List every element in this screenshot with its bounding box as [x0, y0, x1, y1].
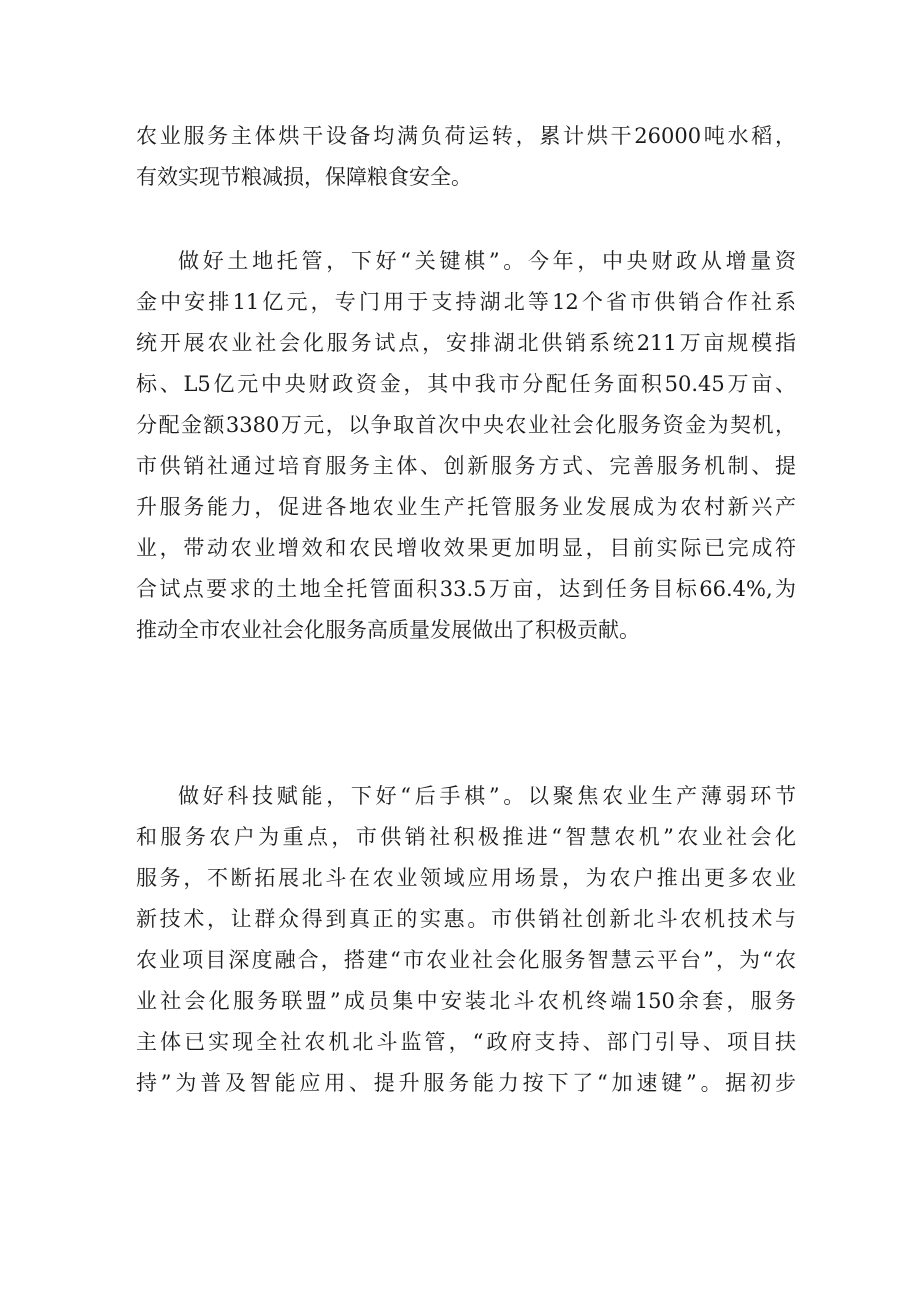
text-line: 合试点要求的土地全托管面积33.5万亩，达到任务目标66.4%,为 [136, 577, 796, 601]
text-line: 做好科技赋能，下好“后手棋”。以聚焦农业生产薄弱环节 [178, 784, 796, 808]
text-line: 主体已实现全社农机北斗监管，“政府支持、部门引导、项目扶 [136, 1030, 796, 1054]
text-line: 标、L5亿元中央财政资金，其中我市分配任务面积50.45万亩、 [136, 372, 796, 396]
text-line: 市供销社通过培育服务主体、创新服务方式、完善服务机制、提 [136, 454, 796, 478]
text-line: 金中安排11亿元，专门用于支持湖北等12个省市供销合作社系 [136, 290, 796, 314]
text-line: 业，带动农业增效和农民增收效果更加明显，目前实际已完成符 [136, 536, 796, 560]
text-line: 服务，不断拓展北斗在农业领域应用场景，为农户推出更多农业 [136, 866, 796, 890]
text-line: 持”为普及智能应用、提升服务能力按下了“加速键”。据初步 [136, 1071, 796, 1095]
text-line: 和服务农户为重点，市供销社积极推进“智慧农机”农业社会化 [136, 825, 796, 849]
text-line: 分配金额3380万元，以争取首次中央农业社会化服务资金为契机， [136, 413, 796, 437]
text-line: 农业项目深度融合，搭建“市农业社会化服务智慧云平台”，为“农 [136, 948, 796, 972]
text-line: 升服务能力，促进各地农业生产托管服务业发展成为农村新兴产 [136, 495, 796, 519]
text-line: 做好土地托管，下好“关键棋”。今年，中央财政从增量资 [178, 249, 796, 273]
text-line: 统开展农业社会化服务试点，安排湖北供销系统211万亩规模指 [136, 331, 796, 355]
text-line: 业社会化服务联盟”成员集中安装北斗农机终端150余套，服务 [136, 989, 796, 1013]
text-line: 推动全市农业社会化服务高质量发展做出了积极贡献。 [136, 618, 640, 642]
text-line: 新技术，让群众得到真正的实惠。市供销社创新北斗农机技术与 [136, 907, 796, 931]
text-line: 有效实现节粮减损，保障粮食安全。 [136, 165, 472, 189]
paragraph-drying-continuation [136, 116, 796, 198]
text-line: 农业服务主体烘干设备均满负荷运转，累计烘干26000吨水稻， [136, 124, 796, 148]
paragraph-tech-empowerment [136, 776, 796, 1104]
paragraph-land-custody [136, 241, 796, 651]
